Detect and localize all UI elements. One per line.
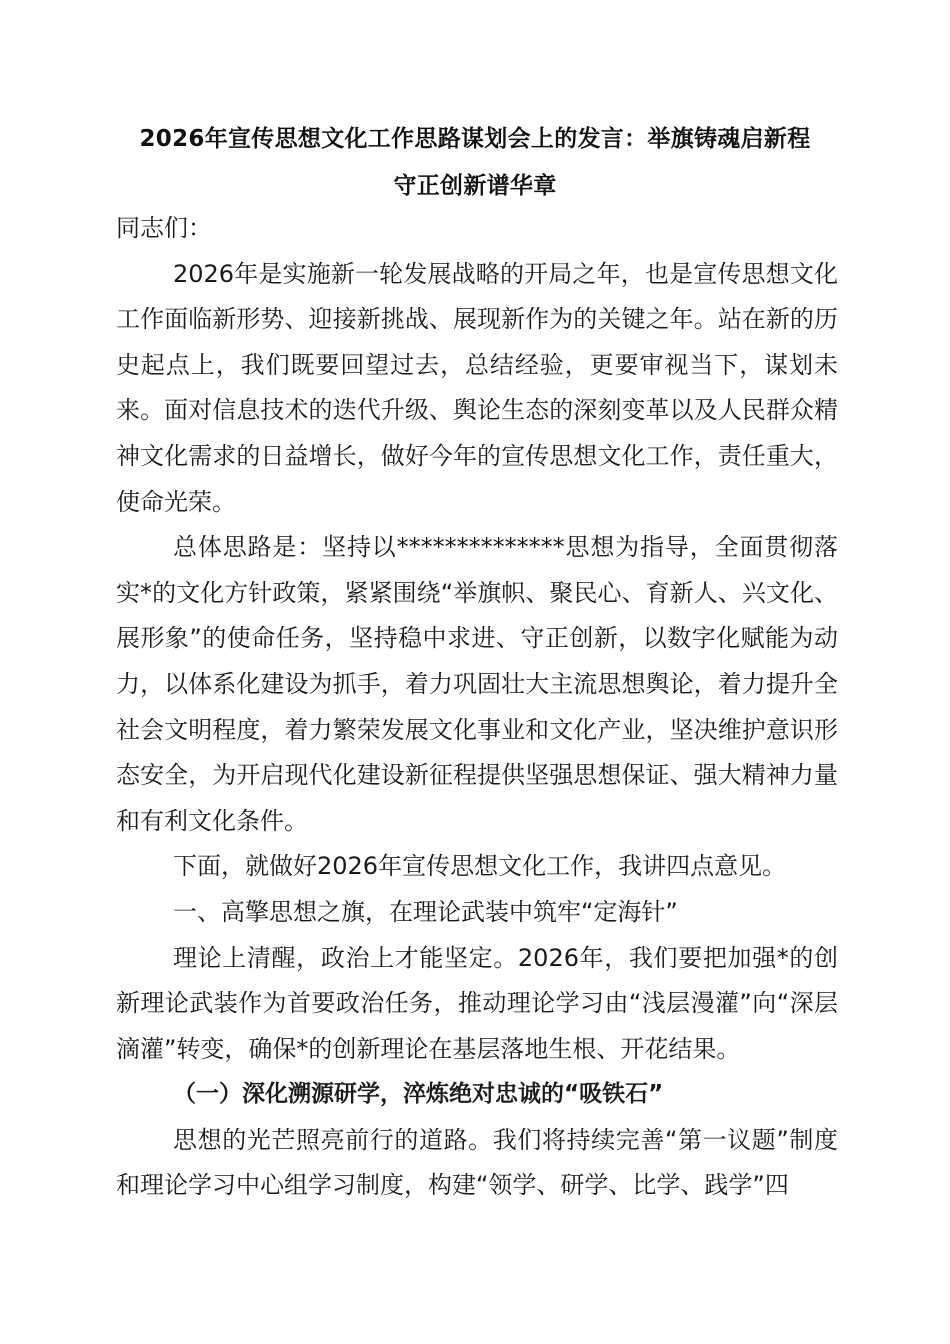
paragraph-intro: 2026年是实施新一轮发展战略的开局之年，也是宣传思想文化工作面临新形势、迎接新挑战、展现新作为的关键之年。站在新的历史起点上，我们既要回望过去，总结经验，更要审视当下，谋划未来。面对信息技术的迭代升级、舆论生态的深刻变革以及人民群众精神文化需求的日益增长，做好今年的宣传思想文化工作，责任重大，使命光荣。 [116, 259, 838, 516]
paragraph-study: 思想的光芒照亮前行的道路。我们将持续完善“第一议题”制度和理论学习中心组学习制度，构建“领学、研学、比学、践学”四 [116, 1125, 838, 1200]
paragraph-four-points: 下面，就做好2026年宣传思想文化工作，我讲四点意见。 [173, 852, 787, 881]
salutation: 同志们： [116, 214, 212, 242]
paragraph-theory: 理论上清醒，政治上才能坚定。2026年，我们要把加强*的创新理论武装作为首要政治任务，推动理论学习由“浅层漫灌”向“深层滴灌”转变，确保*的创新理论在基层落地生根、开花结果。 [116, 943, 838, 1063]
document-title-line-1: 2026年宣传思想文化工作思路谋划会上的发言：举旗铸魂启新程 [139, 126, 811, 152]
document-title-line-2: 守正创新谱华章 [393, 173, 557, 199]
paragraph-overall-approach: 总体思路是：坚持以**************思想为指导，全面贯彻落实*的文化方针政策，紧紧围绕“举旗帜、聚民心、育新人、兴文化、展形象”的使命任务，坚持稳中求进、守正创新，以数字化赋能为动力，以体系化建设为抓手，着力巩固壮大主流思想舆论，着力提升全社会文明程度，着力繁荣发展文化事业和文化产业，坚决维护意识形态安全，为开启现代化建设新征程提供坚强思想保证、强大精神力量和有利文化条件。 [116, 533, 838, 835]
document-body [116, 206, 838, 1209]
sub-heading-one: （一）深化溯源研学，淬炼绝对忠诚的“吸铁石” [173, 1081, 664, 1108]
section-heading-one: 一、高擎思想之旗，在理论武装中筑牢“定海针” [173, 897, 678, 926]
